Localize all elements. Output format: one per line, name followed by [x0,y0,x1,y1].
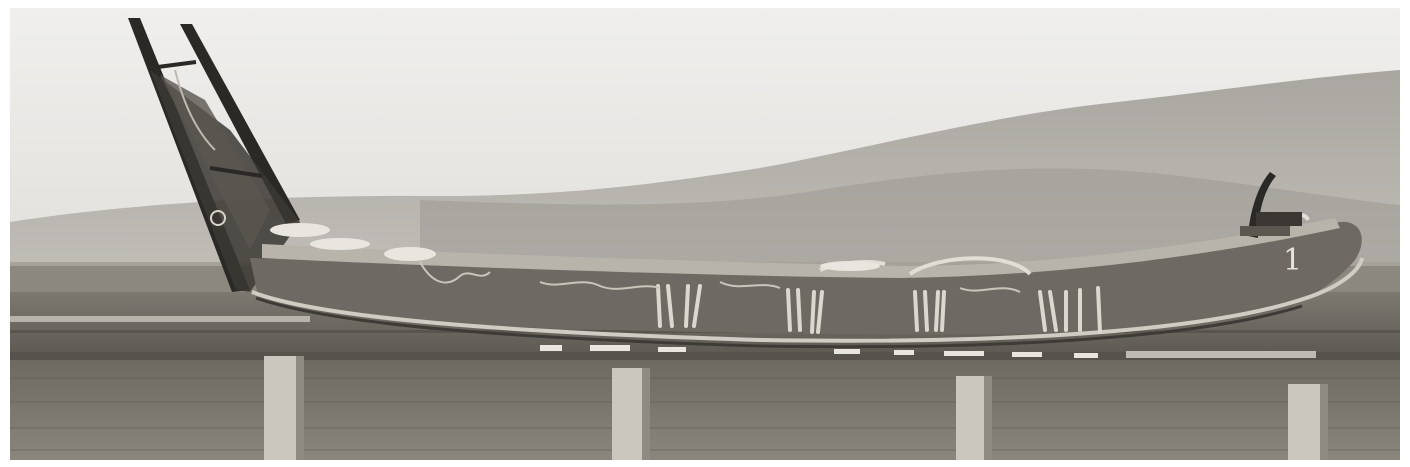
sled-marking: 1 [1283,243,1303,278]
wall-planks [10,352,1400,460]
